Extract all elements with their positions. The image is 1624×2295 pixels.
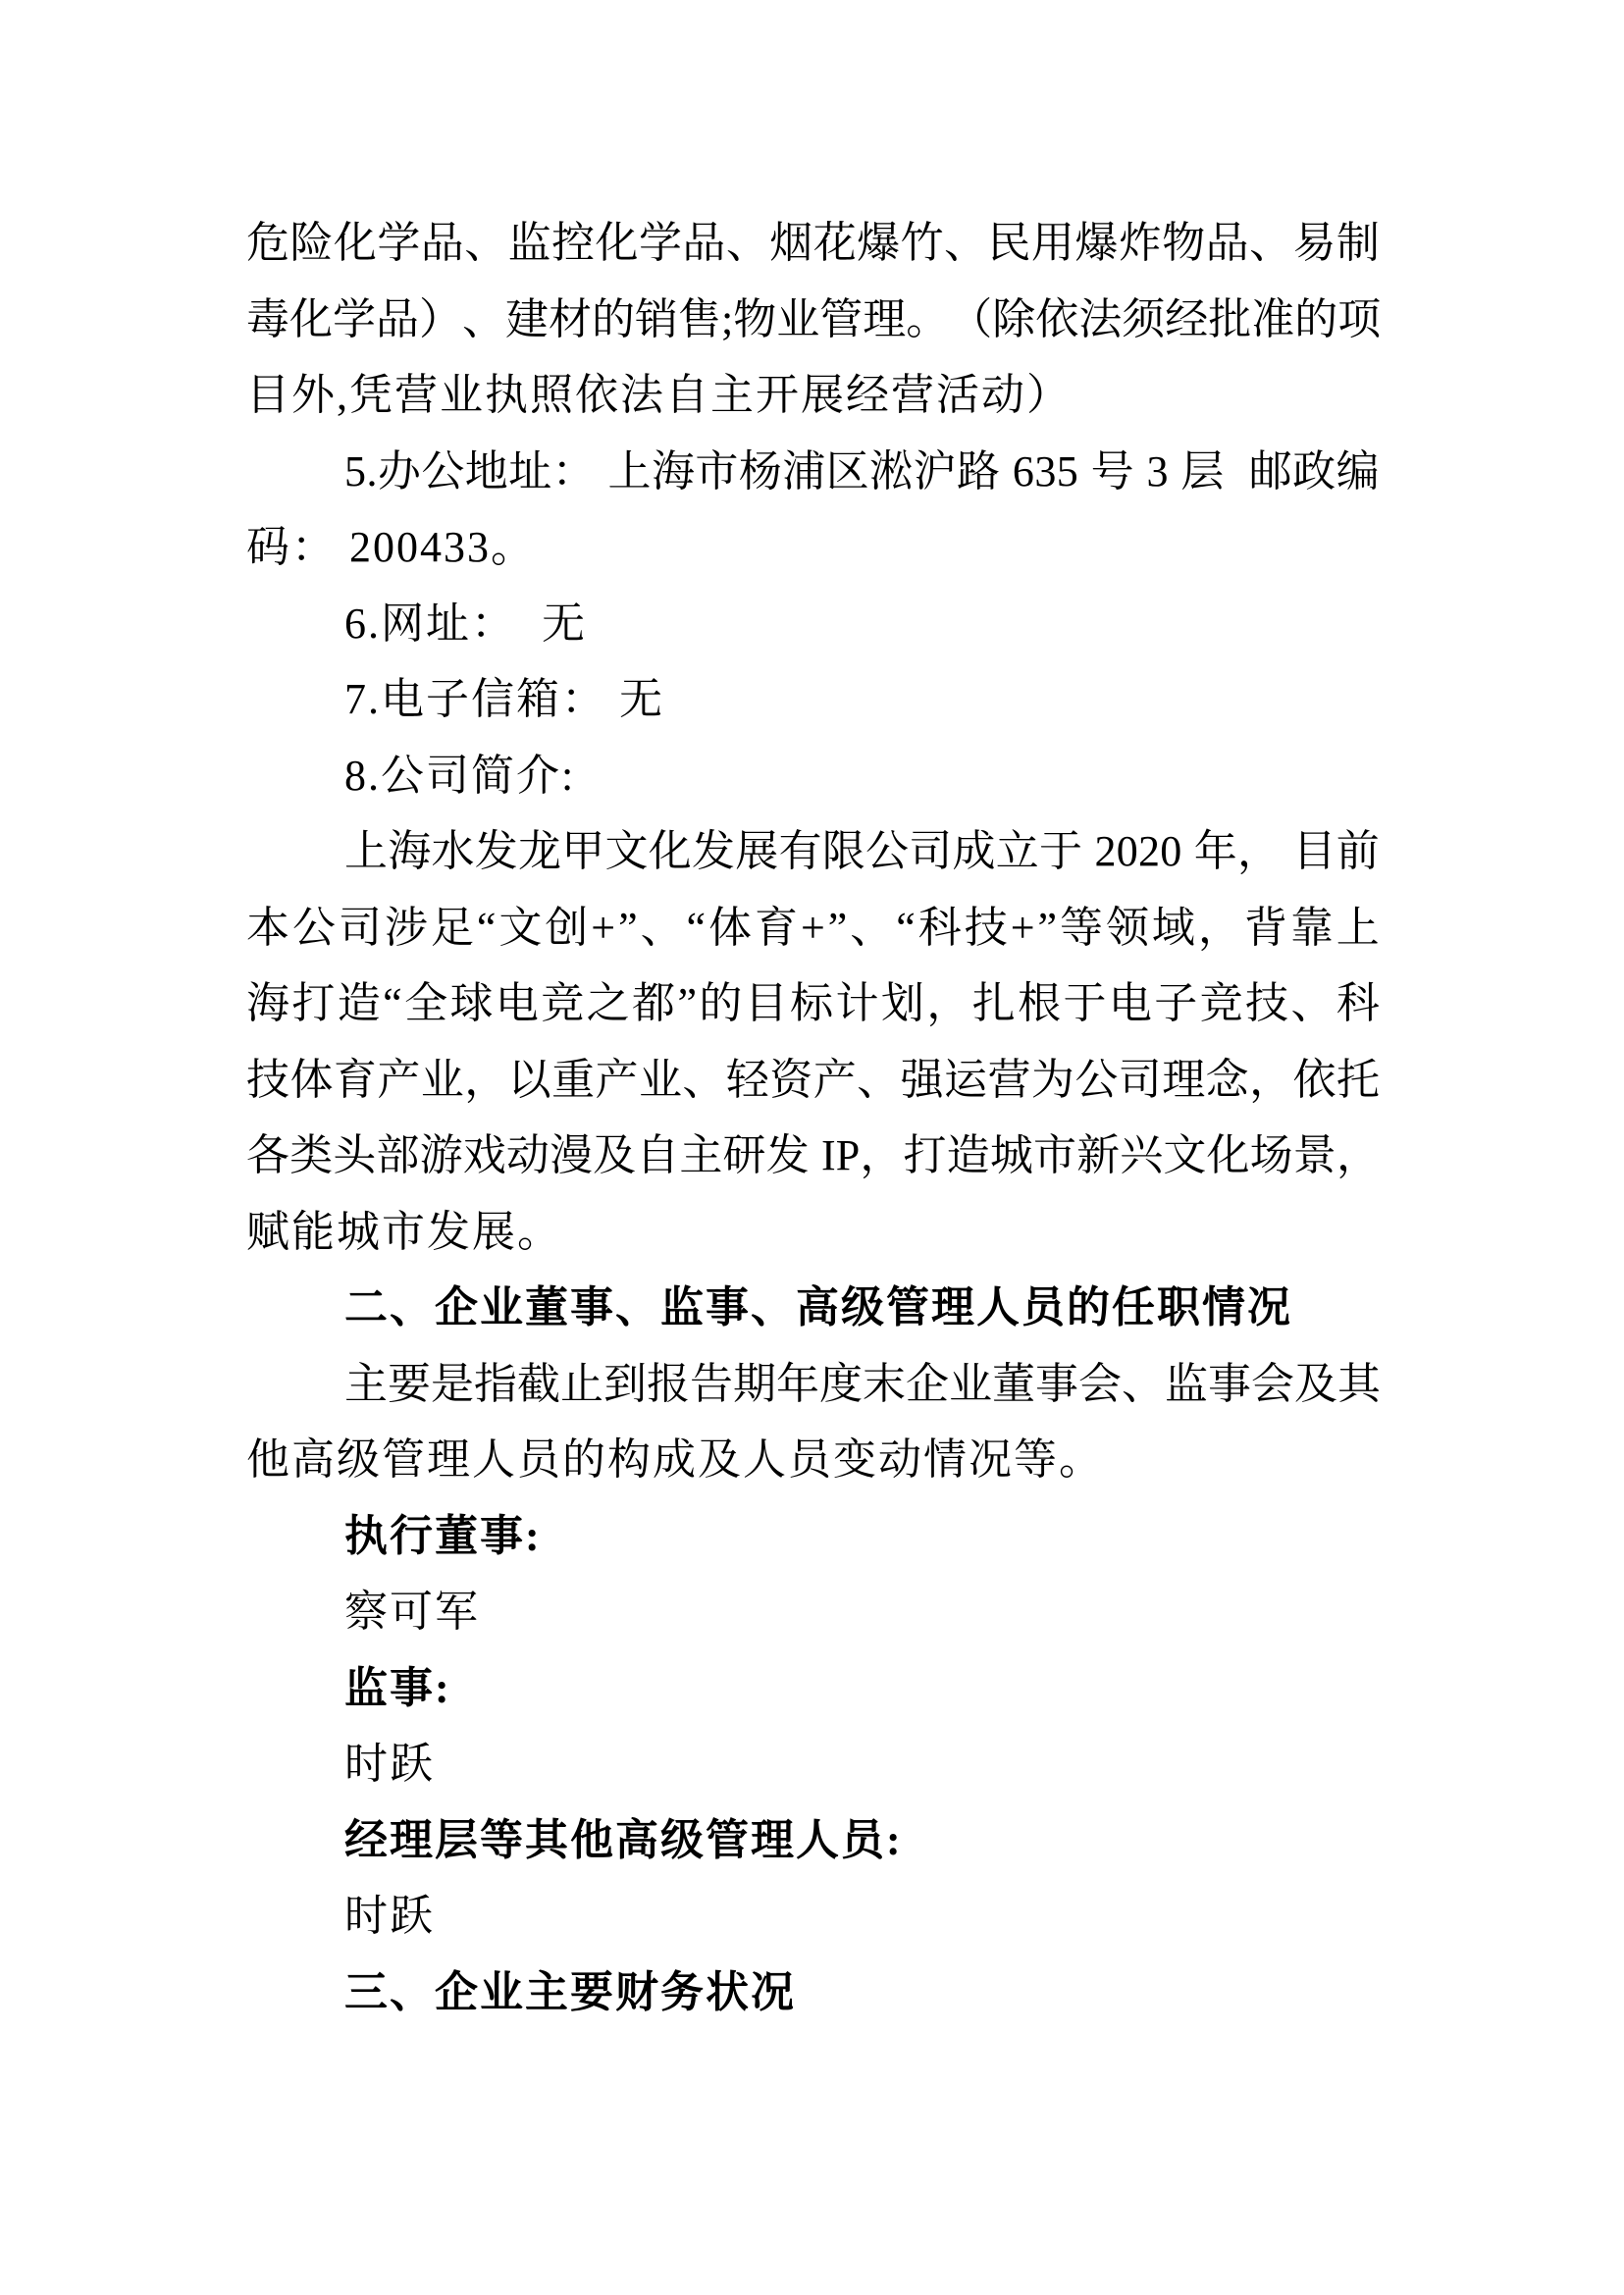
- section-2-intro-line-2: [246, 1434, 1380, 1511]
- text-line-content: 监事:: [344, 1663, 451, 1712]
- text-line-content: 7.电子信箱： 无: [344, 675, 664, 723]
- section-3-heading: [246, 1967, 1380, 2044]
- text-line-content: 时跃: [344, 1892, 435, 1940]
- text-line-content: 三、企业主要财务状况: [344, 1967, 796, 2016]
- management-label: [246, 1815, 1380, 1892]
- text-line-content: 6.网址： 无: [344, 599, 587, 648]
- text-line-content: 时跃: [344, 1740, 435, 1788]
- text-line-content: 二、企业董事、监事、高级管理人员的任职情况: [344, 1283, 1292, 1331]
- text-line-content: 危 险 化 学 品 、 监 控 化 学 品 、 烟 花 爆 竹 、 民 用 爆 炸 物 品 、 易 制: [246, 219, 1380, 267]
- text-line-content: 经理层等其他高级管理人员:: [344, 1815, 903, 1864]
- company-profile-line-6: [246, 1207, 1380, 1283]
- company-profile-line-1: [246, 826, 1380, 903]
- text-line-content: 执行董事:: [344, 1511, 542, 1560]
- company-profile-line-3: [246, 978, 1380, 1055]
- supervisor-name: [246, 1739, 1380, 1815]
- text-line-content: 他高级管理人员的构成及人员变动情况等。: [246, 1435, 1104, 1484]
- company-profile-line-2: [246, 903, 1380, 979]
- text-line-content: 技 体 育 产 业 ， 以 重 产 业 、 轻 资 产 、 强 运 营 为 公 司 理 念 ， 依 托: [246, 1055, 1380, 1104]
- text-line-content: 毒 化 学 品 ） 、 建 材 的 销 售 ; 物 业 管 理 。 （ 除 依 法 须 经 批 准 的 项: [246, 294, 1382, 343]
- executive-director-name: [246, 1587, 1380, 1663]
- text-line-content: 码： 200433。: [246, 523, 536, 571]
- text-line-content: 主 要 是 指 截 止 到 报 告 期 年 度 末 企 业 董 事 会 、 监 事 会 及 其: [344, 1359, 1381, 1408]
- office-address-line-1: [246, 446, 1380, 523]
- section-2-intro-line-1: [246, 1359, 1380, 1435]
- management-name: [246, 1891, 1380, 1967]
- supervisor-label: [246, 1663, 1380, 1740]
- text-line-content: 赋能城市发展。: [246, 1207, 562, 1256]
- email-line: [246, 674, 1380, 751]
- business-scope-line-3: [246, 370, 1380, 446]
- office-address-line-2: [246, 522, 1380, 599]
- business-scope-line-1: [246, 218, 1380, 294]
- text-line-content: 各 类 头 部 游 戏 动 漫 及 自 主 研 发 I P ， 打 造 城 市 新 兴 文 化 场 景 ，: [246, 1131, 1380, 1179]
- text-line-content: 目外,凭营业执照依法自主开展经营活动）: [246, 371, 1072, 419]
- text-line-content: 本 公 司 涉 足 “ 文 创 + ” 、 “ 体 育 + ” 、 “ 科 技 + ” 等 领 域 ， 背 靠 上: [246, 903, 1380, 952]
- text-line-content: 上 海 水 发 龙 甲 文 化 发 展 有 限 公 司 成 立 于 2 0 2 0 年 ， 目 前: [344, 827, 1380, 875]
- business-scope-line-2: [246, 294, 1380, 371]
- text-line-content: 海 打 造 “ 全 球 电 竞 之 都 ” 的 目 标 计 划 ， 扎 根 于 电 子 竞 技 、 科: [246, 979, 1380, 1027]
- text-line-content: 8.公司简介:: [344, 751, 576, 800]
- section-2-heading: [246, 1282, 1380, 1359]
- text-line-content: 5 . 办 公 地 址 ： 上 海 市 杨 浦 区 淞 沪 路 6 3 5 号 3 层 邮 政 编: [344, 446, 1380, 496]
- company-profile-line-5: [246, 1130, 1380, 1207]
- executive-director-label: [246, 1511, 1380, 1588]
- website-line: [246, 599, 1380, 675]
- company-profile-label: [246, 751, 1380, 827]
- company-profile-line-4: [246, 1055, 1380, 1131]
- document-content: [246, 218, 1380, 2043]
- text-line-content: 察可军: [344, 1588, 480, 1636]
